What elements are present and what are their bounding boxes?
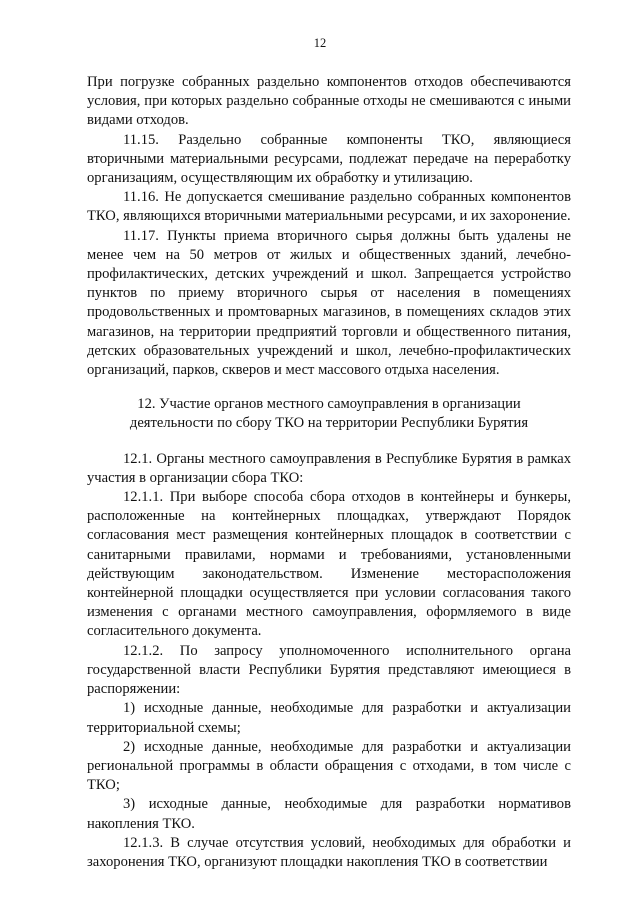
list-item-2: 2) исходные данные, необходимые для разработки и актуализации региональной программы в области обращения с отходами, в том числе с ТКО;: [87, 738, 571, 794]
page-number: 12: [313, 36, 327, 50]
paragraph-12-1-3: 12.1.3. В случае отсутствия условий, необходимых для обработки и захоронения ТКО, организуют площадки накопления ТКО в соответствии: [87, 834, 571, 870]
paragraph-12-1-2: 12.1.2. По запросу уполномоченного исполнительного органа государственной власти Республики Бурятия представляют имеющиеся в распоряжении:: [87, 642, 571, 698]
list-item-3: 3) исходные данные, необходимые для разработки нормативов накопления ТКО.: [87, 796, 571, 832]
paragraph-11-15: 11.15. Раздельно собранные компоненты ТКО, являющиеся вторичными материальными ресурсами, подлежат передаче на переработку организациям, осуществляющим их обработку и утилизацию.: [87, 131, 571, 187]
document-body: [87, 73, 571, 872]
paragraph-11-17: 11.17. Пункты приема вторичного сырья должны быть удалены не менее чем на 50 метров от жилых и общественных зданий, лечебно-профилактических, детских учреждений и школ. Запрещается устройство пунктов по приему вторичного сырья от населения в помещениях продовольственных и промтоварных магазинов, в помещениях складов этих магазинов, на территории предприятий торговли и общественного питания, детских образовательных учреждений и школ, лечебно-профилактических организаций, парков, скверов и мест массового отдыха населения.: [87, 227, 571, 379]
list-item-1: 1) исходные данные, необходимые для разработки и актуализации территориальной схемы;: [87, 700, 571, 736]
paragraph: При погрузке собранных раздельно компонентов отходов обеспечиваются условия, при которых раздельно собранные отходы не смешиваются с иными видами отходов.: [87, 74, 571, 129]
paragraph-12-1: 12.1. Органы местного самоуправления в Республике Бурятия в рамках участия в организации сбора ТКО:: [87, 450, 571, 486]
paragraph-11-16: 11.16. Не допускается смешивание раздельно собранных компонентов ТКО, являющихся вторичными материальными ресурсами, и их захоронение.: [87, 189, 571, 225]
paragraph-12-1-1: 12.1.1. При выборе способа сбора отходов в контейнеры и бункеры, расположенные на контейнерных площадках, утверждают Порядок согласования мест размещения контейнерных площадок в соответствии с санитарными правилами, нормами и требованиями, установленными действующим законодательством. Изменение месторасположения контейнерной площадки осуществляется при условии согласования такого изменения с органами местного самоуправления, оформляемого в виде согласительного документа.: [87, 489, 571, 640]
section-heading: 12. Участие органов местного самоуправления в организации деятельности по сбору ТКО на территории Республики Бурятия: [129, 396, 529, 432]
